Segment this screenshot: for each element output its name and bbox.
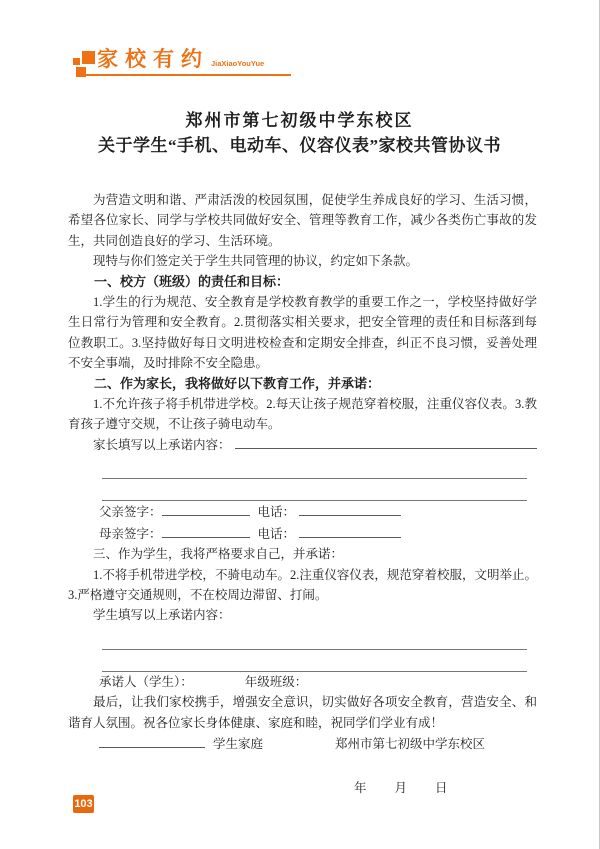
mother-phone-blank — [299, 524, 401, 538]
final-signature-row — [68, 734, 537, 754]
agreement-title: 关于学生“手机、电动车、仪容仪表”家校共管协议书 — [98, 136, 501, 155]
brand-block — [85, 49, 291, 76]
document-body — [68, 190, 537, 799]
page-header — [0, 0, 599, 86]
father-phone-blank — [299, 502, 401, 516]
section-2-heading: 二、作为家长，我将做好以下教育工作，并承诺： — [94, 375, 381, 391]
mother-signature-blank — [162, 524, 250, 538]
date-row — [68, 778, 537, 798]
father-signature-row — [68, 502, 537, 522]
date-month-label: 月 — [394, 781, 408, 796]
date-year-label: 年 — [354, 781, 367, 796]
family-label: 学生家庭 — [213, 736, 264, 751]
father-phone-label: 电话： — [257, 505, 296, 520]
grade-class-label: 年级班级： — [244, 674, 308, 689]
parent-blank-line-1 — [102, 457, 527, 479]
closing-paragraph: 最后，让我们家校携手，增强安全意识，切实做好各项安全教育，营造安全、和谐育人氛围。祝各位家长身体健康、家庭和睦，祝同学们学业有成！ — [68, 695, 537, 730]
intro-paragraph-1: 为营造文明和谐、严肃活泼的校园氛围，促使学生养成良好的学习、生活习惯，希望各位家长、同学与学校共同做好安全、管理等教育工作，减少各类伤亡事故的发生，共同创造良好的学习、生活环境。 — [68, 193, 537, 248]
document-title — [0, 108, 599, 158]
section-3-heading: 三、作为学生，我将严格要求自己，并承诺： — [93, 547, 344, 562]
date-day-label: 日 — [435, 781, 448, 796]
parent-fill-row — [68, 435, 537, 455]
mother-signature-label: 母亲签字： — [99, 526, 162, 541]
promiser-row — [68, 672, 537, 692]
school-name-title: 郑州市第七初级中学东校区 — [185, 111, 414, 130]
student-fill-row — [68, 605, 537, 625]
student-fill-label: 学生填写以上承诺内容： — [93, 608, 231, 623]
intro-paragraph-2: 现特与你们签定关于学生共同管理的协议，约定如下条款。 — [93, 254, 419, 269]
mother-signature-row — [68, 524, 537, 544]
section-1-body: 1.学生的行为规范、安全教育是学校教育教学的重要工作之一，学校坚持做好学生日常行为管理和安全教育。2.贯彻落实相关要求，把安全管理的责任和目标落到每位教职工。3.坚持做好每日文明进校检查和定期安全排查，纠正不良习惯，妥善处理不安全事端，及时排除不安全隐患。 — [68, 295, 537, 371]
section-1-heading: 一、校方（班级）的责任和目标： — [94, 273, 290, 289]
parent-fill-blank — [235, 435, 537, 449]
parent-fill-label: 家长填写以上承诺内容： — [93, 437, 231, 452]
family-name-blank — [99, 734, 205, 748]
parent-blank-line-2 — [102, 479, 527, 501]
father-signature-blank — [162, 502, 250, 516]
father-signature-label: 父亲签字： — [99, 505, 162, 520]
school-signature: 郑州市第七初级中学东校区 — [335, 736, 486, 751]
brand-romanized: JiaXiaoYouYue — [211, 59, 265, 68]
mother-phone-label: 电话： — [257, 526, 296, 541]
section-2-body: 1.不允许孩子将手机带进学校。2.每天让孩子规范穿着校服，注重仪容仪表。3.教育孩子遵守交规，不让孩子骑电动车。 — [68, 397, 537, 432]
brand-name: 家校有约 — [97, 48, 209, 71]
section-3-body: 1.不将手机带进学校，不骑电动车。2.注重仪容仪表，规范穿着校服，文明举止。3.严格遵守交通规则，不在校周边滞留、打闹。 — [68, 567, 537, 602]
student-blank-line-2 — [102, 650, 527, 672]
promiser-label: 承诺人（学生）： — [99, 674, 193, 689]
student-blank-line-1 — [102, 628, 527, 650]
page-number-badge: 103 — [73, 795, 94, 813]
